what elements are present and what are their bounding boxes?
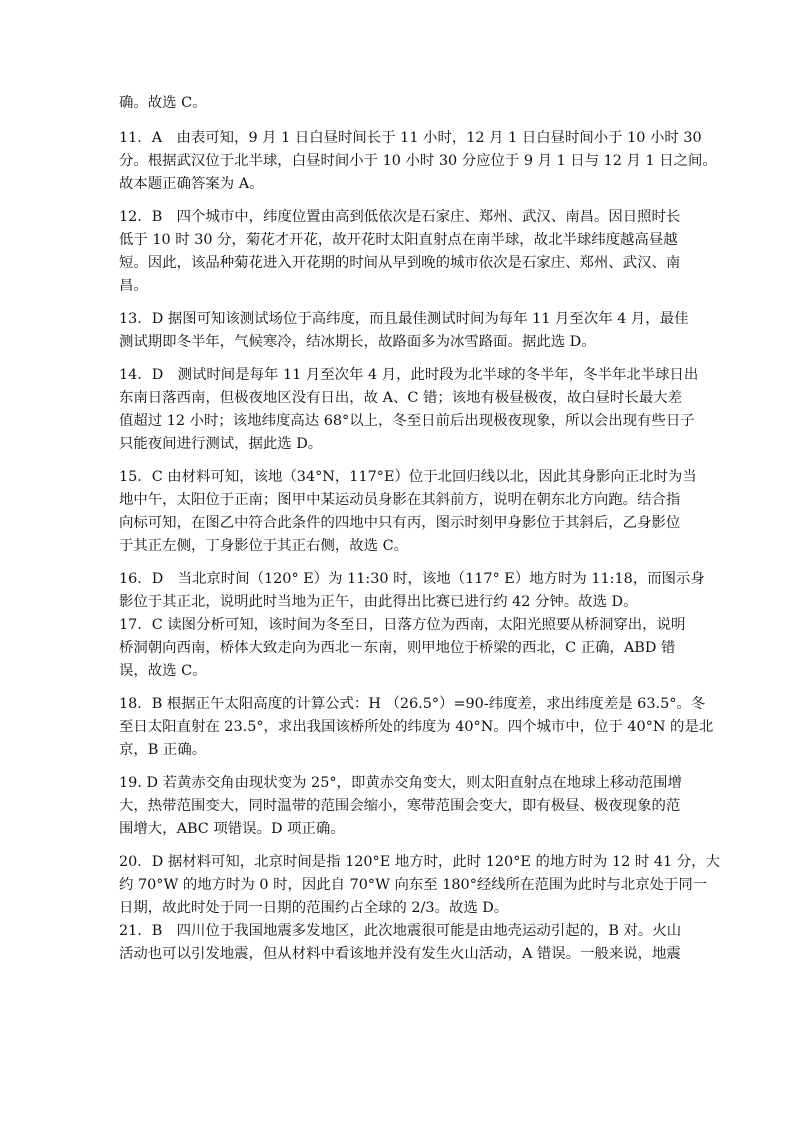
text-line: 于其正左侧，丁身影位于其正右侧，故选 C。 <box>119 538 409 554</box>
text-line: 值超过 12 小时；该地纬度高达 68°以上，冬至日前后出现极夜现象，所以会出现有些日子 <box>119 413 695 429</box>
document-page <box>119 92 720 966</box>
answer-paragraph-15 <box>119 466 697 558</box>
answer-paragraph-11 <box>119 127 717 196</box>
text-line: 昌。 <box>119 278 148 294</box>
text-line: 日期，故此时处于同一日期的范围约占全球的 2/3。故选 D。 <box>119 900 509 916</box>
answer-paragraph-13 <box>119 308 689 354</box>
text-line: 短。因此，该品种菊花进入开花期的时间从早到晚的城市依次是石家庄、郑州、武汉、南 <box>119 255 681 271</box>
text-line: 只能夜间进行测试，据此选 D。 <box>119 436 323 452</box>
text-line: 京，B 正确。 <box>119 742 207 758</box>
text-line: 影位于其正北，说明此时当地为正午，由此得出比赛已进行约 42 分钟。故选 D。 <box>119 594 638 610</box>
text-line: 围增大，ABC 项错误。D 项正确。 <box>119 821 345 837</box>
text-line: 故本题正确答案为 A。 <box>119 176 264 192</box>
text-line: 桥洞朝向西南，桥体大致走向为西北－东南，则甲地位于桥梁的西北，C 正确，ABD 错 <box>119 640 676 656</box>
text-line: 13．D 据图可知该测试场位于高纬度，而且最佳测试时间为每年 11 月至次年 4 月，最佳 <box>119 311 689 327</box>
text-line: 地中午，太阳位于正南；图甲中某运动员身影在其斜前方，说明在朝东北方向跑。结合指 <box>119 492 681 508</box>
text-line: 15．C 由材料可知，该地（34°N，117°E）位于北回归线以北，因此其身影向正北时为当 <box>119 469 697 485</box>
text-line: 12．B 四个城市中，纬度位置由高到低依次是石家庄、郑州、武汉、南昌。因日照时长 <box>119 209 681 225</box>
text-line: 11．A 由表可知，9 月 1 日白昼时间长于 11 小时，12 月 1 日白昼时间小于 10 小时 30 <box>119 130 702 146</box>
answer-paragraph-20 <box>119 851 720 920</box>
text-line: 20．D 据材料可知，北京时间是指 120°E 地方时，此时 120°E 的地方时为 12 时 41 分，大 <box>119 854 720 870</box>
text-line: 确。故选 C。 <box>119 95 207 111</box>
answer-paragraph-17 <box>119 614 686 683</box>
answer-paragraph-10-end <box>119 92 679 115</box>
text-line: 分。根据武汉位于北半球，白昼时间小于 10 小时 30 分应位于 9 月 1 日与 12 月 1 日之间。 <box>119 153 717 169</box>
text-line: 16．D 当北京时间（120° E）为 11:30 时，该地（117° E）地方时为 11:18，而图示身 <box>119 571 705 587</box>
answer-paragraph-14 <box>119 364 699 456</box>
text-line: 误，故选 C。 <box>119 663 207 679</box>
text-line: 至日太阳直射在 23.5°，求出我国该桥所处的纬度为 40°N。四个城市中，位于 40°N 的是北 <box>119 719 714 735</box>
text-line: 东南日落西南，但极夜地区没有日出，故 A、C 错；该地有极昼极夜，故白昼时长最大差 <box>119 390 683 406</box>
text-line: 18．B 根据正午太阳高度的计算公式：H （26.5°）=90-纬度差，求出纬度差是 63.5°。冬 <box>119 696 706 712</box>
text-line: 测试期即冬半年，气候寒冷，结冰期长，故路面多为冰雪路面。据此选 D。 <box>119 334 596 350</box>
text-line: 14．D 测试时间是每年 11 月至次年 4 月，此时段为北半球的冬半年，冬半年北半球日出 <box>119 367 699 383</box>
text-line: 17．C 读图分析可知，该时间为冬至日，日落方位为西南，太阳光照要从桥洞穿出，说明 <box>119 617 686 633</box>
text-line: 约 70°W 的地方时为 0 时，因此自 70°W 向东至 180°经线所在范围为此时与北京处于同一 <box>119 877 708 893</box>
text-line: 低于 10 时 30 分，菊花才开花，故开花时太阳直射点在南半球，故北半球纬度越高昼越 <box>119 232 678 248</box>
text-line: 活动也可以引发地震，但从材料中看该地并没有发生火山活动，A 错误。一般来说，地震 <box>119 946 681 962</box>
answer-paragraph-12 <box>119 206 679 298</box>
answer-paragraph-19 <box>119 772 682 841</box>
answer-paragraph-18 <box>119 693 714 762</box>
text-line: 19. D 若黄赤交角由现状变为 25°，即黄赤交角变大，则太阳直射点在地球上移动范围增 <box>119 775 682 791</box>
answer-paragraph-21 <box>119 920 682 966</box>
text-line: 大，热带范围变大，同时温带的范围会缩小，寒带范围会变大，即有极昼、极夜现象的范 <box>119 798 681 814</box>
answer-paragraph-16 <box>119 568 705 614</box>
text-line: 21．B 四川位于我国地震多发地区，此次地震很可能是由地壳运动引起的，B 对。火山 <box>119 923 682 939</box>
text-line: 向标可知，在图乙中符合此条件的四地中只有丙，图示时刻甲身影位于其斜后，乙身影位 <box>119 515 681 531</box>
